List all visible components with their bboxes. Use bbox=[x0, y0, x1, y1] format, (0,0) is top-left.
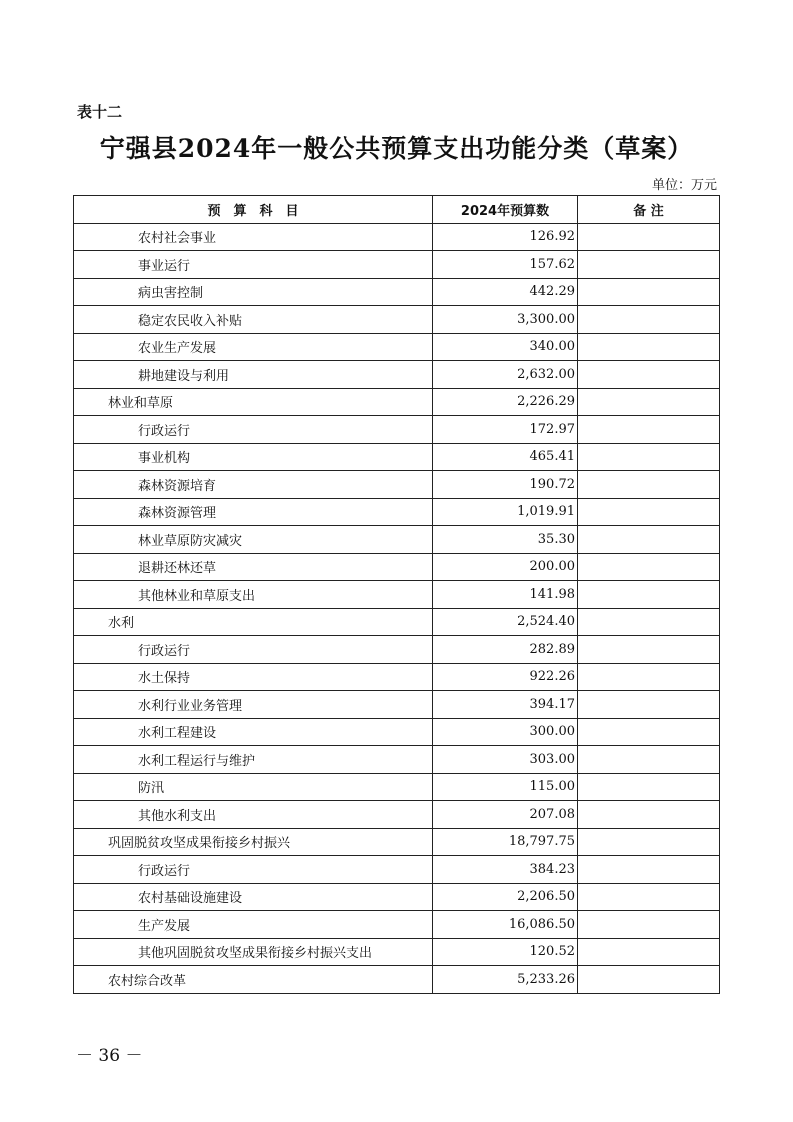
row-amount: 200.00 bbox=[433, 553, 578, 581]
row-amount: 3,300.00 bbox=[433, 306, 578, 334]
table-row bbox=[74, 856, 720, 884]
row-amount: 300.00 bbox=[433, 718, 578, 746]
row-item-name: 防汛 bbox=[74, 773, 433, 801]
row-amount: 394.17 bbox=[433, 691, 578, 719]
row-amount: 1,019.91 bbox=[433, 498, 578, 526]
row-amount: 115.00 bbox=[433, 773, 578, 801]
table-row bbox=[74, 223, 720, 251]
row-item-name: 农村基础设施建设 bbox=[74, 883, 433, 911]
table-header-row bbox=[74, 196, 720, 224]
table-row bbox=[74, 251, 720, 279]
column-header-note: 备 注 bbox=[578, 196, 720, 224]
row-note bbox=[578, 856, 720, 884]
table-row bbox=[74, 663, 720, 691]
row-amount: 190.72 bbox=[433, 471, 578, 499]
row-item-name: 林业和草原 bbox=[74, 388, 433, 416]
row-item-name: 稳定农民收入补贴 bbox=[74, 306, 433, 334]
row-item-name: 森林资源管理 bbox=[74, 498, 433, 526]
row-note bbox=[578, 801, 720, 829]
row-amount: 120.52 bbox=[433, 938, 578, 966]
row-note bbox=[578, 223, 720, 251]
table-row bbox=[74, 691, 720, 719]
row-note bbox=[578, 773, 720, 801]
row-note bbox=[578, 471, 720, 499]
row-item-name: 行政运行 bbox=[74, 856, 433, 884]
table-row bbox=[74, 306, 720, 334]
table-row bbox=[74, 938, 720, 966]
row-amount: 2,632.00 bbox=[433, 361, 578, 389]
row-note bbox=[578, 746, 720, 774]
row-note bbox=[578, 526, 720, 554]
row-amount: 5,233.26 bbox=[433, 966, 578, 994]
table-row bbox=[74, 883, 720, 911]
row-amount: 303.00 bbox=[433, 746, 578, 774]
row-item-name: 森林资源培育 bbox=[74, 471, 433, 499]
row-note bbox=[578, 911, 720, 939]
row-note bbox=[578, 718, 720, 746]
table-row bbox=[74, 718, 720, 746]
row-amount: 207.08 bbox=[433, 801, 578, 829]
column-header-amount: 2024年预算数 bbox=[433, 196, 578, 224]
row-amount: 282.89 bbox=[433, 636, 578, 664]
table-row bbox=[74, 608, 720, 636]
row-item-name: 其他巩固脱贫攻坚成果衔接乡村振兴支出 bbox=[74, 938, 433, 966]
row-note bbox=[578, 828, 720, 856]
row-item-name: 农业生产发展 bbox=[74, 333, 433, 361]
row-amount: 18,797.75 bbox=[433, 828, 578, 856]
table-row bbox=[74, 636, 720, 664]
row-item-name: 病虫害控制 bbox=[74, 278, 433, 306]
row-amount: 2,524.40 bbox=[433, 608, 578, 636]
row-item-name: 水利行业业务管理 bbox=[74, 691, 433, 719]
table-row bbox=[74, 333, 720, 361]
row-item-name: 水土保持 bbox=[74, 663, 433, 691]
row-item-name: 水利工程运行与维护 bbox=[74, 746, 433, 774]
table-row bbox=[74, 553, 720, 581]
table-label: 表十二 bbox=[77, 103, 123, 121]
row-note bbox=[578, 636, 720, 664]
table-row bbox=[74, 746, 720, 774]
table-row bbox=[74, 443, 720, 471]
row-amount: 126.92 bbox=[433, 223, 578, 251]
row-note bbox=[578, 691, 720, 719]
row-item-name: 行政运行 bbox=[74, 636, 433, 664]
table-row bbox=[74, 966, 720, 994]
row-note bbox=[578, 251, 720, 279]
row-note bbox=[578, 388, 720, 416]
row-item-name: 巩固脱贫攻坚成果衔接乡村振兴 bbox=[74, 828, 433, 856]
row-note bbox=[578, 306, 720, 334]
page-number: － 36 － bbox=[76, 1046, 143, 1066]
table-row bbox=[74, 526, 720, 554]
table-row bbox=[74, 388, 720, 416]
row-note bbox=[578, 608, 720, 636]
row-note bbox=[578, 443, 720, 471]
table-row bbox=[74, 828, 720, 856]
row-amount: 172.97 bbox=[433, 416, 578, 444]
row-amount: 442.29 bbox=[433, 278, 578, 306]
table-row bbox=[74, 471, 720, 499]
row-item-name: 生产发展 bbox=[74, 911, 433, 939]
row-amount: 922.26 bbox=[433, 663, 578, 691]
table-row bbox=[74, 278, 720, 306]
row-item-name: 农村社会事业 bbox=[74, 223, 433, 251]
row-amount: 384.23 bbox=[433, 856, 578, 884]
row-item-name: 事业机构 bbox=[74, 443, 433, 471]
row-note bbox=[578, 938, 720, 966]
row-item-name: 农村综合改革 bbox=[74, 966, 433, 994]
table-row bbox=[74, 498, 720, 526]
row-amount: 141.98 bbox=[433, 581, 578, 609]
row-note bbox=[578, 883, 720, 911]
row-item-name: 水利工程建设 bbox=[74, 718, 433, 746]
unit-label: 单位：万元 bbox=[651, 178, 717, 193]
row-amount: 35.30 bbox=[433, 526, 578, 554]
row-note bbox=[578, 278, 720, 306]
row-amount: 16,086.50 bbox=[433, 911, 578, 939]
row-amount: 2,206.50 bbox=[433, 883, 578, 911]
row-item-name: 事业运行 bbox=[74, 251, 433, 279]
table-row bbox=[74, 911, 720, 939]
row-note bbox=[578, 498, 720, 526]
table-row bbox=[74, 416, 720, 444]
row-item-name: 耕地建设与利用 bbox=[74, 361, 433, 389]
table-row bbox=[74, 801, 720, 829]
table-row bbox=[74, 361, 720, 389]
table-row bbox=[74, 581, 720, 609]
row-note bbox=[578, 333, 720, 361]
table-body bbox=[74, 223, 720, 993]
table-row bbox=[74, 773, 720, 801]
row-amount: 157.62 bbox=[433, 251, 578, 279]
row-note bbox=[578, 361, 720, 389]
row-note bbox=[578, 581, 720, 609]
row-item-name: 退耕还林还草 bbox=[74, 553, 433, 581]
row-amount: 465.41 bbox=[433, 443, 578, 471]
page-title: 宁强县2024年一般公共预算支出功能分类（草案） bbox=[99, 134, 694, 163]
row-item-name: 水利 bbox=[74, 608, 433, 636]
row-amount: 340.00 bbox=[433, 333, 578, 361]
row-amount: 2,226.29 bbox=[433, 388, 578, 416]
row-note bbox=[578, 553, 720, 581]
row-item-name: 行政运行 bbox=[74, 416, 433, 444]
row-item-name: 其他林业和草原支出 bbox=[74, 581, 433, 609]
row-note bbox=[578, 416, 720, 444]
row-item-name: 其他水利支出 bbox=[74, 801, 433, 829]
row-note bbox=[578, 663, 720, 691]
column-header-item: 预 算 科 目 bbox=[74, 196, 433, 224]
row-item-name: 林业草原防灾减灾 bbox=[74, 526, 433, 554]
budget-table bbox=[73, 195, 720, 994]
row-note bbox=[578, 966, 720, 994]
